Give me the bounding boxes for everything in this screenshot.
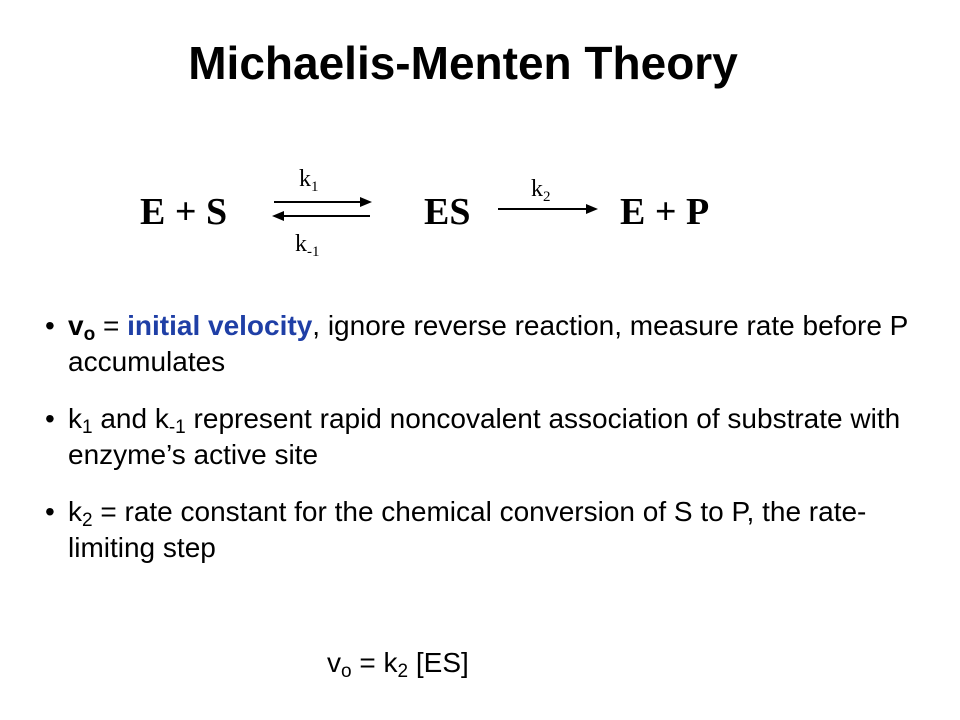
rate-equation: $v_o = k_2$ [ES] <box>327 647 469 682</box>
bullet-marker: • <box>45 310 55 341</box>
rate-constant-k2: $k_2$ <box>531 176 551 205</box>
forward-arrow-k2 <box>498 204 598 214</box>
products-label: E + P <box>620 191 710 233</box>
bullet-marker: • <box>45 496 55 527</box>
bullet-k1-k-minus1: • $k_1$ and $k_{-1}$ represent rapid noncovalent association of substrate with enzyme’s active site <box>45 403 901 470</box>
rate-constant-k1: $k_1$ <box>299 166 319 195</box>
bullet-list <box>45 308 925 587</box>
velocity-symbol: $v_o$ <box>68 310 96 345</box>
complex-label: ES <box>424 191 471 233</box>
initial-velocity-highlight: initial velocity <box>127 310 313 341</box>
bullet-k2: • $k_2$ = rate constant for the chemical conversion of S to P, the rate-limiting step <box>45 496 867 563</box>
bullet-marker: • <box>45 403 55 434</box>
slide-title: Michaelis-Menten Theory <box>188 37 738 89</box>
reverse-arrow-k-minus1 <box>272 211 370 221</box>
reactants-label: E + S <box>140 191 228 233</box>
rate-constant-k-minus1: $k_{-1}$ <box>295 231 320 260</box>
bullet-initial-velocity: • $v_o$ = initial velocity, ignore reverse reaction, measure rate before P accumulates <box>45 310 908 377</box>
forward-arrow-k1 <box>274 197 372 207</box>
